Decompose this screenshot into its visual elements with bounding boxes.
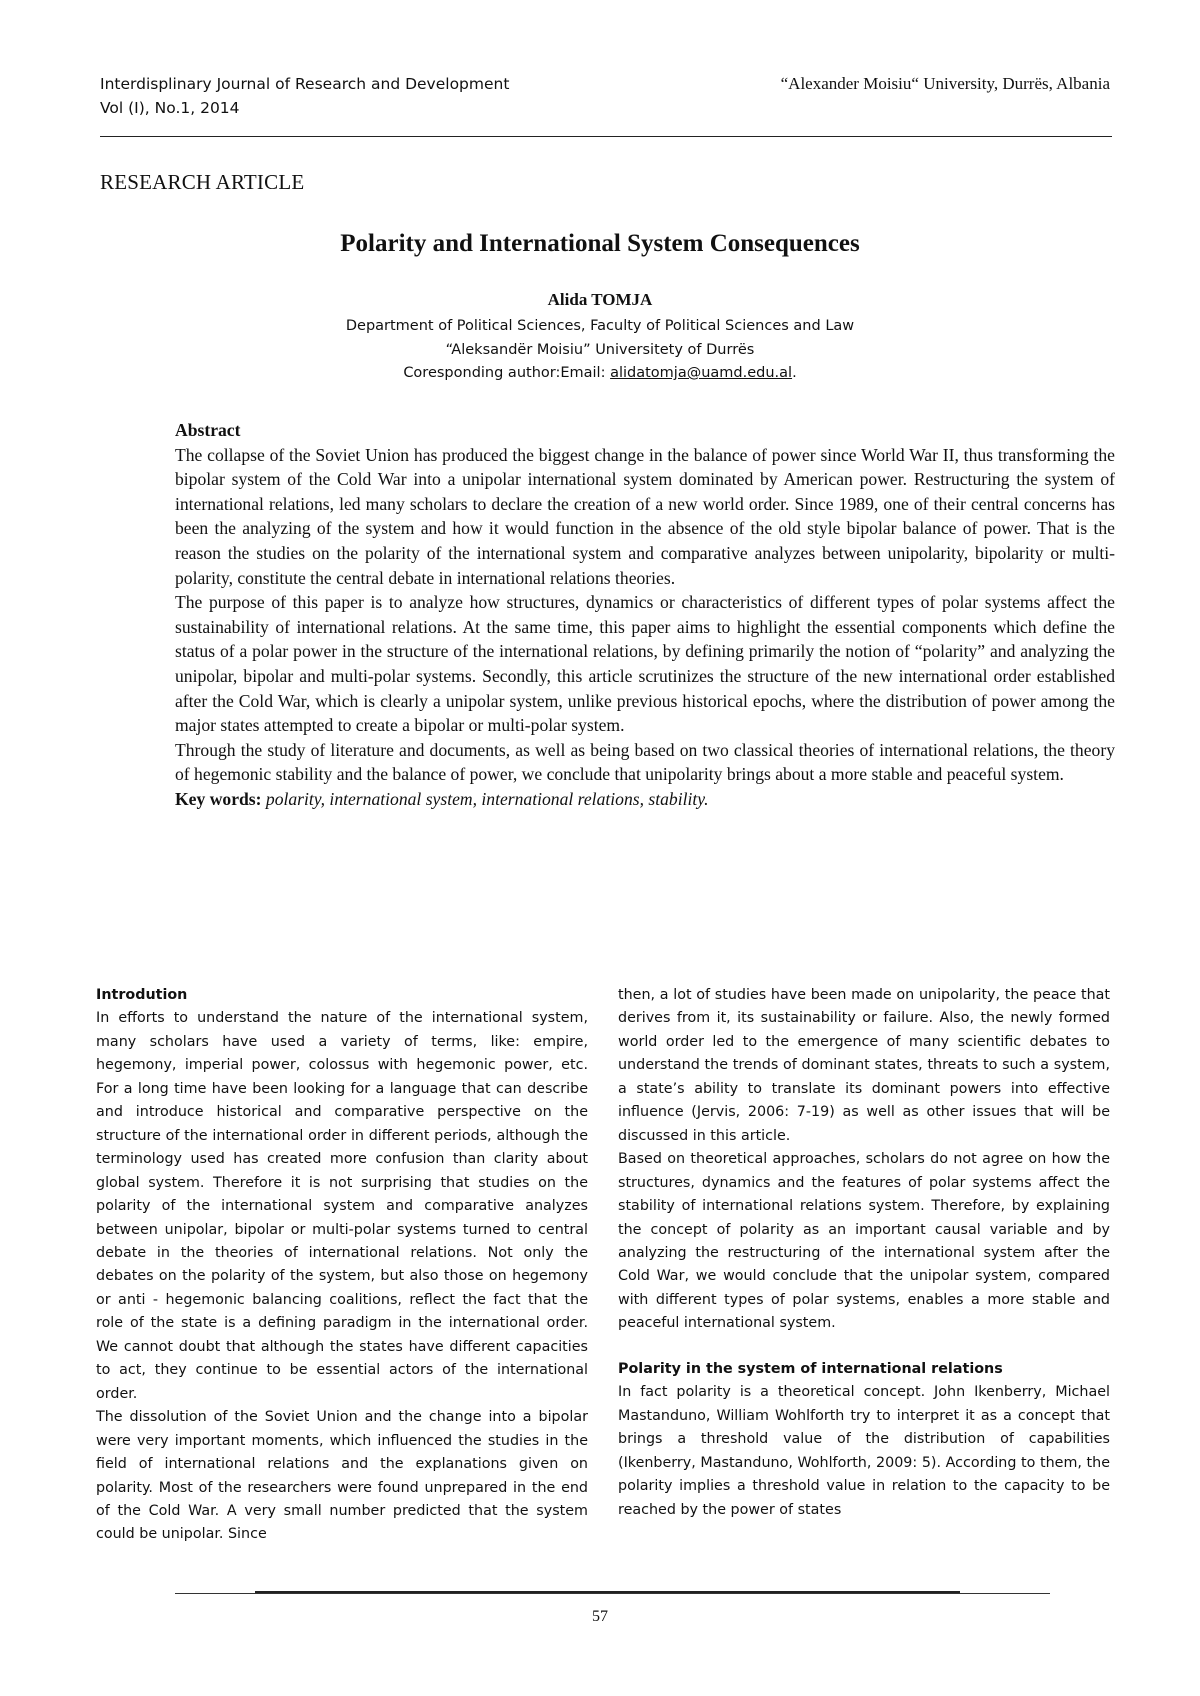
university-header: “Alexander Moisiu“ University, Durrës, Albania (780, 74, 1110, 93)
body-column-right (618, 984, 1110, 1522)
keywords: polarity, international system, international relations, stability. (265, 788, 709, 809)
body-paragraph: In fact polarity is a theoretical concept. John Ikenberry, Michael Mastanduno, William Wohlforth try to interpret it as a concept that brings a threshold value of the distribution of capabilities (Ikenberry, Mastanduno, Wohlforth, 2009: 5). According to them, the polarity implies a threshold value in relation to the capacity to be reached by the power of states (618, 1384, 1110, 1518)
section-gap (618, 1336, 1110, 1358)
abstract-paragraph-1: The collapse of the Soviet Union has produced the biggest change in the balance of power since World War II, thus transforming the bipolar system of the Cold War into a unipolar international system dominated by American power. Restructuring the system of international relations, led many scholars to declare the creation of a new world order. Since 1989, one of their central concerns has been the analyzing of the system and how it would function in the absence of the old style bipolar balance of power. That is the reason the studies on the polarity of the international system and comparative analyzes between unipolarity, bipolarity or multi-polarity, constitute the central debate in international relations theories. (175, 444, 1115, 588)
abstract-paragraph-3: Through the study of literature and documents, as well as being based on two classical theories of international relations, the theory of hegemonic stability and the balance of power, we conclude that unipolarity brings about a more stable and peaceful system. (175, 739, 1115, 785)
keywords-line (175, 787, 1115, 812)
footer-rule-thick (255, 1591, 960, 1593)
footer-rule (175, 1593, 1050, 1594)
author-contact (0, 362, 1200, 386)
author-name: Alida TOMJA (547, 290, 653, 309)
section-heading-introduction: Introdution (96, 987, 188, 1003)
abstract-paragraph-2: The purpose of this paper is to analyze how structures, dynamics or characteristics of different types of polar systems affect the sustainability of international relations. At the same time, this paper aims to highlight the essential components which define the status of a polar power in the structure of the international relations, by defining primarily the notion of “polarity” and analyzing the unipolar, bipolar and multi-polar systems. Secondly, this article scrutinizes the structure of the new international order established after the Cold War, which is clearly a unipolar system, unlike previous historical epochs, where the distribution of power among the major states attempted to create a bipolar or multi-polar system. (175, 592, 1115, 736)
body-paragraph: Based on theoretical approaches, scholars do not agree on how the structures, dynamics and the features of polar systems affect the stability of international relations system. Therefore, by explaining the concept of polarity as an important causal variable and by analyzing the restructuring of the international system after the Cold War, we would conclude that the unipolar system, compared with different types of polar systems, enables a more stable and peaceful international system. (618, 1151, 1110, 1332)
journal-header (100, 72, 509, 120)
abstract-heading: Abstract (175, 420, 241, 440)
keywords-label: Key words: (175, 788, 266, 809)
header-rule (100, 136, 1112, 137)
author-affiliation (0, 315, 1200, 386)
paper-title: Polarity and International System Consequences (340, 230, 860, 257)
article-type: RESEARCH ARTICLE (100, 170, 305, 194)
journal-name: Interdisplinary Journal of Research and Development (100, 75, 510, 93)
body-column-left (96, 984, 588, 1547)
body-paragraph: The dissolution of the Soviet Union and the change into a bipolar were very important moments, which influenced the studies in the field of international relations and the explanations given on polarity. Most of the researchers were found unprepared in the end of the Cold War. A very small number predicted that the system could be unipolar. Since (96, 1409, 588, 1543)
author-university: “Aleksandër Moisiu” Universitety of Durrës (445, 341, 755, 358)
abstract-section (175, 418, 1115, 812)
author-department: Department of Political Sciences, Faculty of Political Sciences and Law (345, 318, 855, 334)
journal-volume: Vol (I), No.1, 2014 (100, 99, 240, 117)
author-email-link[interactable]: alidatomja@uamd.edu.al (610, 365, 793, 381)
contact-tail: . (792, 365, 797, 381)
section-heading-polarity: Polarity in the system of international relations (618, 1360, 1003, 1377)
body-paragraph: In efforts to understand the nature of the international system, many scholars have used a variety of terms, like: empire, hegemony, imperial power, colossus with hegemonic power, etc. For a long time have been looking for a language that can describe and introduce historical and comparative perspective on the structure of the international order in different periods, although the terminology used has created more confusion than clarity about global system. Therefore it is not surprising that studies on the polarity of the international system and comparative analyzes between unipolar, bipolar or multi-polar systems turned to central debate in the theories of international relations. Not only the debates on the polarity of the system, but also those on hegemony or anti - hegemonic balancing coalitions, reflect the fact that the role of the state is a defining paradigm in the international order. We cannot doubt that although the states have different capacities to act, they continue to be essential actors of the international order. (96, 1010, 588, 1402)
page-number: 57 (592, 1608, 608, 1625)
body-paragraph: then, a lot of studies have been made on unipolarity, the peace that derives from it, its sustainability or failure. Also, the newly formed world order led to the emergence of many scientific debates to understand the trends of dominant states, threats to such a system, a state’s ability to translate its dominant powers into effective influence (Jervis, 2006: 7-19) as well as other issues that will be discussed in this article. (618, 987, 1110, 1144)
contact-label: Coresponding author:Email: (403, 365, 611, 381)
